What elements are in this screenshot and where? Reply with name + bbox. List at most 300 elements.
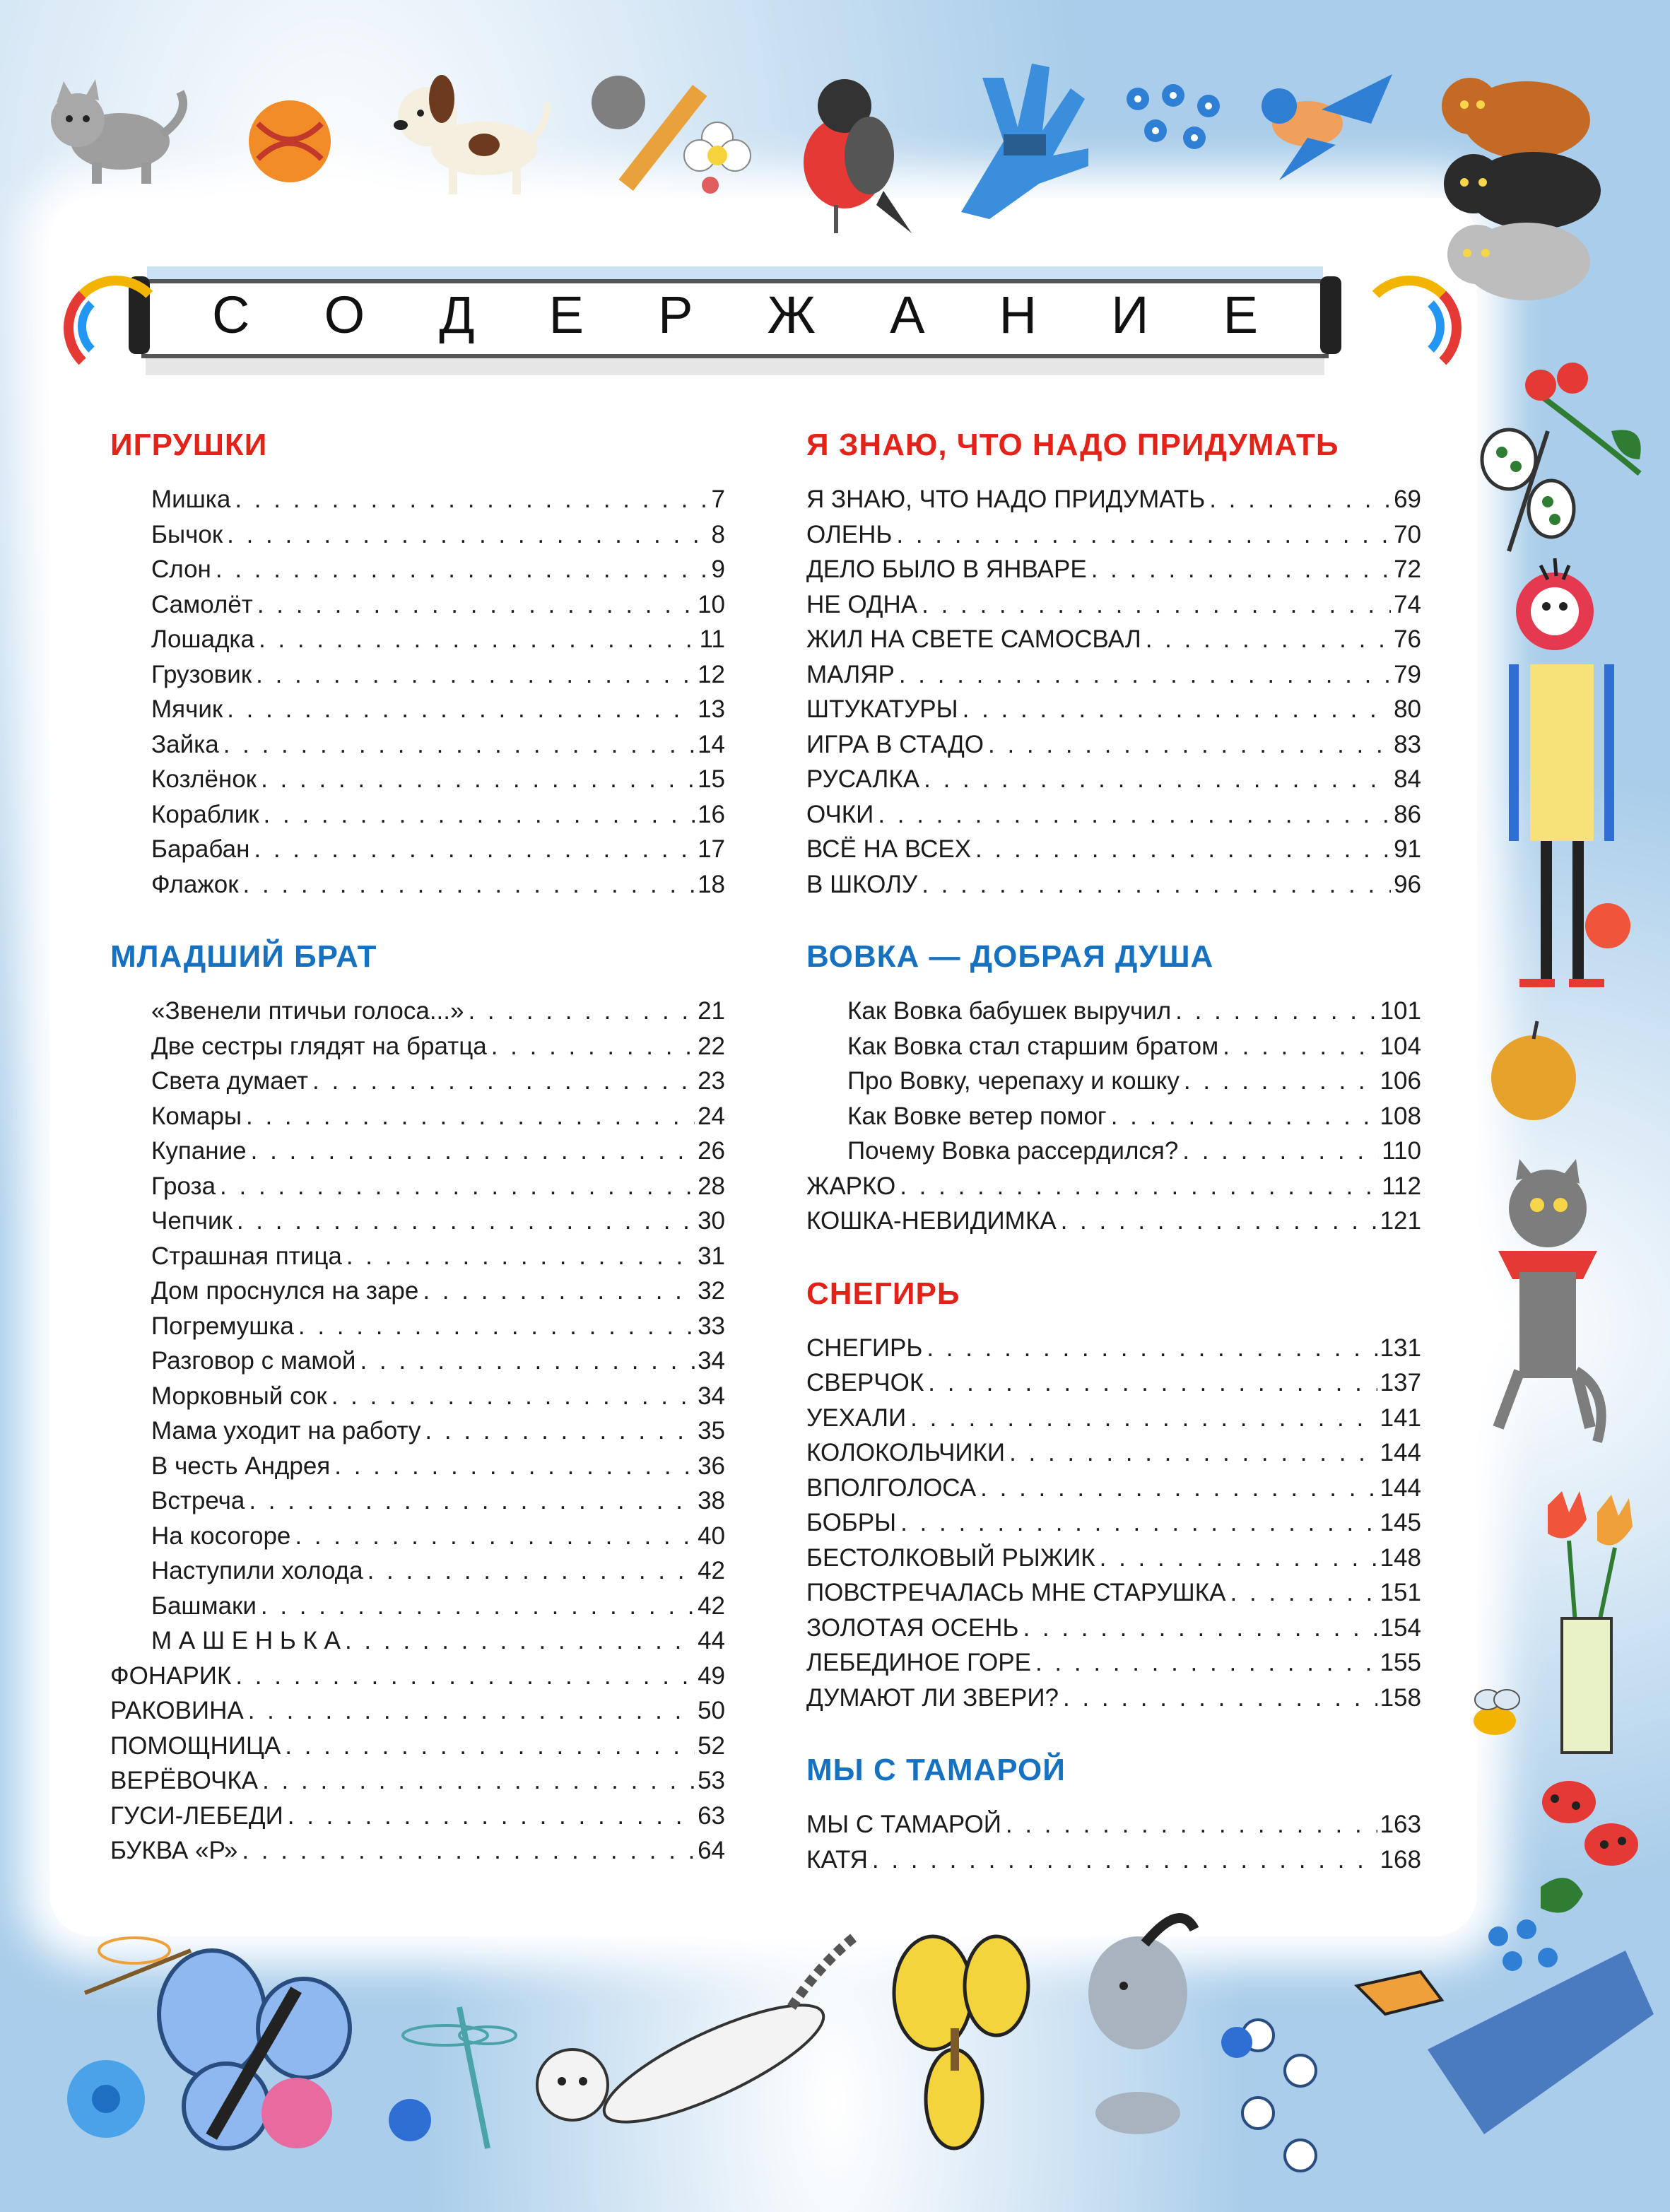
butterfly-yellow-icon [876,1922,1039,2163]
toc-entry[interactable] [110,1833,725,1869]
entry-title: Флажок [151,870,239,898]
bird-icon [1230,60,1399,187]
dot-leader [1061,1204,1377,1239]
entry-title: Зайка [151,730,219,758]
dot-leader [900,1505,1377,1541]
entry-title: РАКОВИНА [110,1697,244,1724]
entry-page-number: 155 [1380,1649,1421,1676]
entry-page-number: 168 [1380,1845,1421,1873]
entry-page-number: 11 [699,625,725,653]
dot-leader [220,1169,695,1204]
toc-entry[interactable] [110,1029,725,1064]
entry-title: ОЧКИ [806,800,874,828]
dot-leader [975,832,1391,867]
toc-entry[interactable] [110,762,725,797]
dot-leader [367,1553,695,1589]
entry-page-number: 23 [698,1067,725,1095]
toc-entry[interactable] [806,727,1421,763]
toc-entry[interactable] [806,1169,1421,1204]
dot-leader [262,1763,695,1799]
title-letter: И [1111,285,1149,344]
toc-entry[interactable] [806,1645,1421,1681]
dot-leader [980,1471,1377,1506]
toc-entry[interactable] [806,692,1421,727]
entry-page-number: 163 [1380,1811,1421,1838]
toc-entry[interactable] [806,1331,1421,1366]
toc-entry[interactable] [110,797,725,833]
dot-leader [1006,1807,1377,1842]
toc-entry[interactable] [806,482,1421,517]
entry-page-number: 49 [698,1661,725,1690]
entry-title: ЖИЛ НА СВЕТЕ САМОСВАЛ [806,625,1141,653]
entry-page-number: 52 [698,1731,725,1760]
entry-title: Почему Вовка рассердился? [847,1137,1179,1165]
entry-page-number: 106 [1380,1067,1421,1095]
toc-entry[interactable] [110,1343,725,1379]
entry-title: РУСАЛКА [806,765,920,793]
entry-title: МЫ С ТАМАРОЙ [806,1811,1001,1838]
title-letter: О [324,285,365,344]
toc-entry[interactable] [110,1729,725,1764]
toc-entry[interactable] [110,1623,725,1659]
toc-entry[interactable] [806,517,1421,553]
dot-leader [346,1239,695,1274]
entry-page-number: 14 [698,730,725,758]
entry-title: Света думает [151,1067,308,1095]
dot-leader [235,1659,695,1694]
toc-entry[interactable] [110,482,725,517]
entry-page-number: 79 [1394,660,1421,688]
title-letter: Ж [767,285,816,344]
toc-entry[interactable] [806,552,1421,587]
dot-leader [242,1833,695,1869]
entry-title: Как Вовке ветер помог [847,1102,1107,1130]
dot-leader [1091,552,1391,587]
entry-page-number: 40 [698,1522,725,1550]
entry-title: Купание [151,1137,247,1165]
entry-page-number: 64 [698,1837,725,1864]
toc-entry[interactable] [110,1239,725,1274]
toc-entry[interactable] [806,1134,1421,1169]
dot-leader [896,517,1391,553]
toc-entry[interactable] [806,1435,1421,1471]
tulip-icon [1519,1491,1647,1760]
toc-entry[interactable] [110,1134,725,1169]
dot-leader [331,1379,695,1414]
toc-entry[interactable] [110,1449,725,1484]
section-entries [110,482,725,902]
dot-leader [963,692,1391,727]
dot-leader [261,1589,695,1624]
dot-leader [256,657,695,693]
entry-page-number: 21 [698,997,725,1025]
entry-page-number: 13 [698,695,725,723]
toc-entry[interactable] [110,994,725,1029]
dot-leader [927,1331,1377,1366]
forget-me-not-icon [1117,78,1237,155]
toc-entry[interactable] [110,867,725,902]
entry-page-number: 151 [1380,1579,1421,1606]
entry-title: МАЛЯР [806,660,895,688]
toc-entry[interactable] [806,867,1421,902]
entry-page-number: 74 [1394,590,1421,618]
toc-entry[interactable] [806,1681,1421,1716]
entry-page-number: 110 [1382,1137,1421,1165]
entry-title: Разговор с мамой [151,1347,356,1375]
entry-page-number: 76 [1394,625,1421,653]
toc-entry[interactable] [806,1099,1421,1134]
toc-section [110,936,725,1869]
toc-entry[interactable] [806,657,1421,693]
entry-title: Мама уходит на работу [151,1417,421,1445]
dot-leader [1100,1541,1377,1576]
toc-entry[interactable] [110,1659,725,1694]
dot-leader [251,1134,695,1169]
left-column [110,424,725,1902]
dot-leader [227,517,708,553]
entry-title: КАТЯ [806,1845,868,1873]
entry-title: Мячик [151,695,223,723]
entry-title: Дом проснулся на заре [151,1277,419,1305]
entry-page-number: 96 [1394,870,1421,898]
dot-leader [1209,482,1391,517]
section-entries [806,994,1421,1239]
entry-title: Я ЗНАЮ, ЧТО НАДО ПРИДУМАТЬ [806,486,1206,513]
dot-leader [900,1169,1379,1204]
toc-entry[interactable] [110,622,725,657]
dot-leader [1182,1134,1379,1169]
cats-icon [1421,42,1647,318]
dot-leader [249,1483,695,1519]
entry-title: В ШКОЛУ [806,870,918,898]
entry-title: КОШКА-НЕВИДИМКА [806,1207,1057,1235]
dot-leader [491,1029,695,1064]
entry-page-number: 12 [698,660,725,688]
entry-page-number: 72 [1394,555,1421,583]
toc-entry[interactable] [110,1589,725,1624]
entry-page-number: 44 [698,1627,725,1654]
toc-entry[interactable] [110,1553,725,1589]
dot-leader [928,1365,1377,1401]
toc-entry[interactable] [806,994,1421,1029]
entry-title: ЖАРКО [806,1172,896,1200]
apple-icon [1484,1018,1583,1124]
entry-page-number: 36 [698,1452,725,1480]
dot-leader [423,1273,695,1309]
toc-entry[interactable] [806,762,1421,797]
swirl-right-inner-icon [1371,290,1445,363]
entry-title: Лошадка [151,625,254,653]
title-letter: С [212,285,250,344]
toc-entry[interactable] [110,1099,725,1134]
dot-leader [334,1449,695,1484]
entry-page-number: 28 [698,1172,725,1200]
entry-title: ЛЕБЕДИНОЕ ГОРЕ [806,1649,1031,1676]
entry-title: Козлёнок [151,765,257,793]
dot-leader [235,482,708,517]
title-letter: Р [658,285,693,344]
entry-page-number: 108 [1380,1102,1421,1130]
toc-entry[interactable] [110,1309,725,1344]
toc-entry[interactable] [806,1471,1421,1506]
toc-entry[interactable] [110,1169,725,1204]
entry-title: ДУМАЮТ ЛИ ЗВЕРИ? [806,1683,1059,1712]
entry-title: СНЕГИРЬ [806,1334,923,1362]
entry-page-number: 8 [711,520,725,548]
entry-page-number: 70 [1394,520,1421,548]
section-heading: ВОВКА — ДОБРАЯ ДУША [806,939,1214,974]
banner-cap-right [1320,276,1341,354]
section-entries [806,1331,1421,1716]
dot-leader [924,762,1391,797]
section-heading: МЫ С ТАМАРОЙ [806,1753,1066,1787]
right-column [806,424,1421,1911]
toc-entry[interactable] [806,832,1421,867]
section-heading: СНЕГИРЬ [806,1276,960,1311]
dot-leader [425,1413,695,1449]
doll-icon [1498,558,1640,996]
dot-leader [298,1309,695,1344]
entry-title: На косогоре [151,1522,291,1550]
entry-title: БЕСТОЛКОВЫЙ РЫЖИК [806,1543,1095,1572]
toc-entry[interactable] [806,797,1421,833]
toc-entry[interactable] [110,1413,725,1449]
toc-entry[interactable] [806,1541,1421,1576]
dot-leader [237,1204,695,1239]
entry-title: НЕ ОДНА [806,590,918,618]
entry-page-number: 16 [698,800,725,828]
toc-entry[interactable] [806,1842,1421,1878]
toc-entry[interactable] [806,1029,1421,1064]
entry-title: ПОВСТРЕЧАЛАСЬ МНЕ СТАРУШКА [806,1579,1226,1606]
toc-entry[interactable] [110,1204,725,1239]
toc-entry[interactable] [110,1379,725,1414]
section-entries [110,994,725,1869]
entry-page-number: 31 [698,1242,725,1270]
entry-title: ВЕРЁВОЧКА [110,1767,259,1794]
entry-page-number: 24 [698,1102,725,1130]
dot-leader [988,727,1391,763]
entry-title: Две сестры глядят на братца [151,1032,487,1060]
title-letter: Д [439,285,475,344]
title-letter: Н [999,285,1037,344]
entry-page-number: 42 [698,1592,725,1620]
toc-entry[interactable] [110,1763,725,1799]
toc-entry[interactable] [110,727,725,763]
entry-title: Барабан [151,835,250,863]
dot-leader [216,552,709,587]
dot-leader [1146,622,1391,657]
entry-page-number: 101 [1380,997,1421,1025]
entry-page-number: 158 [1380,1683,1421,1712]
title-letter: Е [548,285,584,344]
toc-entry[interactable] [806,1365,1421,1401]
toc-section [806,936,1421,1239]
entry-title: УЕХАЛИ [806,1404,907,1432]
title-letter: А [890,285,925,344]
entry-title: «Звенели птичьи голоса...» [151,997,464,1025]
dot-leader [1175,994,1377,1029]
entry-title: Страшная птица [151,1242,342,1270]
section-entries [806,1807,1421,1877]
entry-title: М А Ш Е Н Ь К А [151,1627,341,1654]
entry-title: Чепчик [151,1207,233,1235]
dot-leader [1009,1435,1377,1471]
entry-page-number: 32 [698,1277,725,1305]
bee-icon [1456,1682,1534,1746]
toc-entry[interactable] [110,657,725,693]
toc-entry[interactable] [806,622,1421,657]
toc-section [110,424,725,902]
dot-leader [910,1401,1377,1436]
toc-entry[interactable] [110,1799,725,1834]
cat-running-icon [523,1922,862,2155]
entry-title: Кораблик [151,800,259,828]
toc-entry[interactable] [806,1611,1421,1646]
entry-page-number: 148 [1380,1543,1421,1572]
entry-title: КОЛОКОЛЬЧИКИ [806,1439,1006,1466]
toc-entry[interactable] [110,1064,725,1099]
entry-page-number: 63 [698,1801,725,1830]
section-heading: МЛАДШИЙ БРАТ [110,939,377,974]
entry-page-number: 104 [1380,1032,1421,1060]
entry-title: Гроза [151,1172,216,1200]
dot-leader [254,832,695,867]
entry-page-number: 145 [1380,1509,1421,1536]
dot-leader [1035,1645,1377,1681]
dot-leader [288,1799,695,1834]
entry-title: БУКВА «Р» [110,1837,238,1864]
dot-leader [345,1623,695,1659]
entry-title: Встреча [151,1487,245,1514]
flowers-bottom-icon [1216,2007,1357,2191]
entry-page-number: 30 [698,1207,725,1235]
dot-leader [295,1519,695,1554]
section-entries [806,482,1421,902]
entry-page-number: 15 [698,765,725,793]
toc-section [806,1273,1421,1716]
dot-leader [1111,1099,1377,1134]
glove-icon [919,49,1110,233]
toc-entry[interactable] [110,1483,725,1519]
entry-title: ПОМОЩНИЦА [110,1731,281,1760]
entry-title: ШТУКАТУРЫ [806,695,958,723]
dot-leader [922,587,1391,623]
entry-page-number: 144 [1380,1473,1421,1502]
dot-leader [259,622,697,657]
toc-section [806,1749,1421,1877]
toc-entry[interactable] [110,1519,725,1554]
entry-title: Слон [151,555,211,583]
toc-entry[interactable] [110,692,725,727]
entry-page-number: 144 [1380,1439,1421,1466]
dragonfly-small-icon [382,1979,523,2163]
toc-entry[interactable] [110,552,725,587]
entry-page-number: 131 [1380,1334,1421,1362]
toc-entry[interactable] [806,1401,1421,1436]
entry-page-number: 38 [698,1487,725,1514]
entry-page-number: 91 [1394,835,1421,863]
entry-page-number: 35 [698,1417,725,1445]
dot-leader [243,867,695,902]
entry-title: СВЕРЧОК [806,1369,924,1396]
entry-page-number: 69 [1394,486,1421,513]
dot-leader [872,1842,1377,1878]
entry-page-number: 121 [1380,1207,1421,1235]
entry-page-number: 86 [1394,800,1421,828]
toc-section [806,424,1421,902]
entry-page-number: 9 [711,555,725,583]
dot-leader [285,1729,695,1764]
toc-entry[interactable] [806,1575,1421,1611]
entry-page-number: 141 [1380,1404,1421,1432]
ball-icon [244,95,336,187]
toc-entry[interactable] [110,1273,725,1309]
entry-page-number: 53 [698,1767,725,1794]
toc-entry[interactable] [110,587,725,623]
bullfinch-icon [777,57,919,240]
dot-leader [227,692,695,727]
entry-title: Башмаки [151,1592,257,1620]
toc-entry[interactable] [806,1204,1421,1239]
entry-title: Как Вовка бабушек выручил [847,997,1172,1025]
toc-entry[interactable] [110,832,725,867]
entry-page-number: 137 [1380,1369,1421,1396]
entry-title: БОБРЫ [806,1509,897,1536]
dot-leader [261,762,695,797]
entry-page-number: 7 [711,486,725,513]
dot-leader [264,797,695,833]
rabbit-icon [1053,1908,1223,2170]
entry-title: В честь Андрея [151,1452,331,1480]
swirl-left-inner-icon [78,290,151,363]
toc-entry[interactable] [806,587,1421,623]
toc-entry[interactable] [110,517,725,553]
entry-title: Мишка [151,486,231,513]
toc-entry[interactable] [806,1064,1421,1099]
entry-title: Наступили холода [151,1557,363,1584]
entry-page-number: 80 [1394,695,1421,723]
kitten-icon [28,71,198,191]
dot-leader [360,1343,695,1379]
page-title [184,279,1286,350]
toc-entry[interactable] [806,1807,1421,1842]
entry-page-number: 33 [698,1312,725,1340]
entry-title: ВПОЛГОЛОСА [806,1473,977,1502]
dot-leader [246,1099,695,1134]
entry-title: Грузовик [151,660,252,688]
dot-leader [223,727,695,763]
entry-page-number: 34 [698,1382,725,1410]
dot-leader [1184,1064,1377,1099]
title-banner [113,251,1357,378]
ladybug-icon [1527,1774,1647,1922]
toc-entry[interactable] [110,1693,725,1729]
entry-title: Как Вовка стал старшим братом [847,1032,1219,1060]
dot-leader [899,657,1391,693]
entry-page-number: 154 [1380,1613,1421,1642]
flower-icon [668,106,767,205]
dot-leader [922,867,1391,902]
dot-leader [312,1064,695,1099]
butterfly-left-icon [141,1936,375,2170]
cat-icon [1470,1159,1633,1456]
entry-page-number: 50 [698,1697,725,1724]
butterfly-icon [1477,417,1583,558]
entry-title: ОЛЕНЬ [806,520,893,548]
entry-page-number: 84 [1394,765,1421,793]
toc-entry[interactable] [806,1505,1421,1541]
